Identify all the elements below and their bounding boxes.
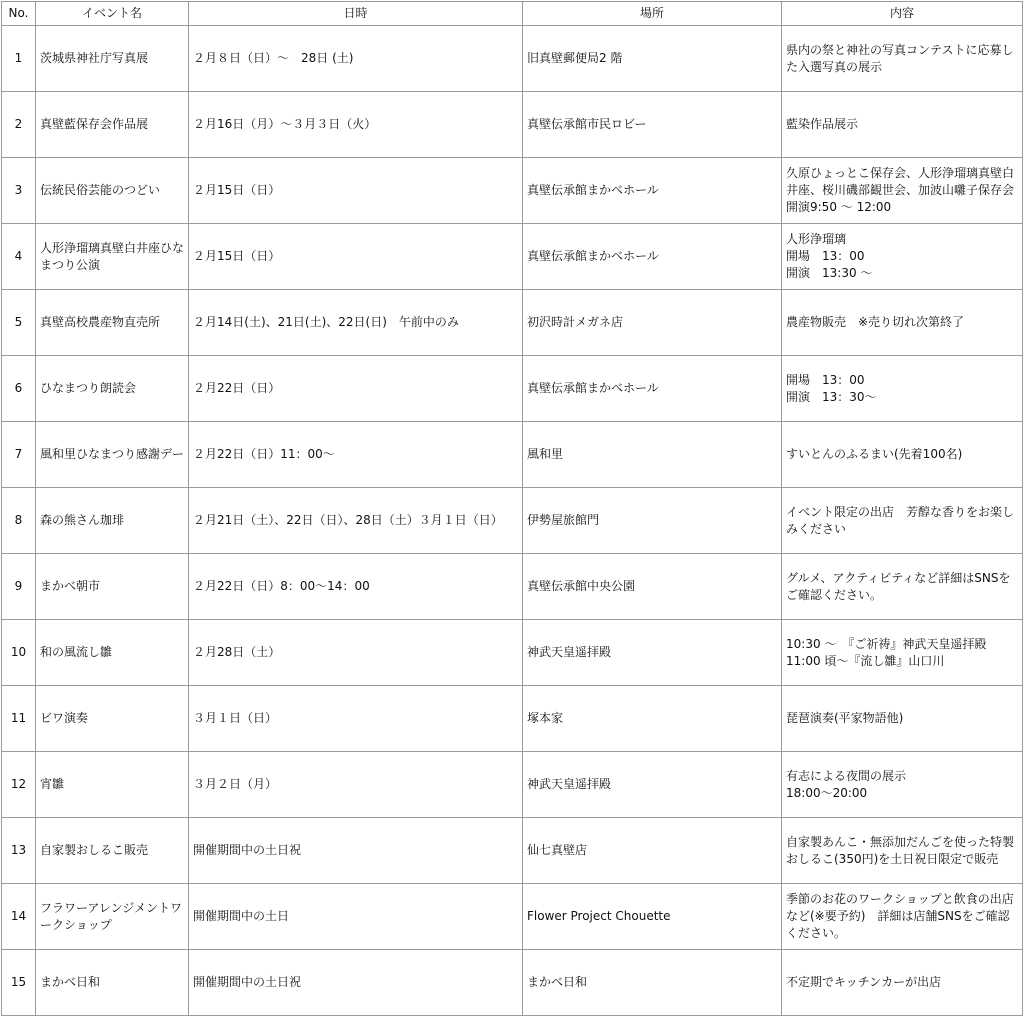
event-date-cell: ２月28日（土） (189, 620, 523, 686)
event-description-cell: 自家製あんこ・無添加だんごを使った特製おしるこ(350円)を土日祝日限定で販売 (782, 818, 1023, 884)
event-name-cell: ビワ演奏 (36, 686, 189, 752)
event-description-cell: イベント限定の出店 芳醇な香りをお楽しみください (782, 488, 1023, 554)
row-number: 4 (2, 224, 36, 290)
table-row (2, 620, 1023, 686)
event-description-cell: グルメ、アクティビティなど詳細はSNSをご確認ください。 (782, 554, 1023, 620)
event-place-cell: 真壁伝承館まかべホール (523, 158, 782, 224)
table-row (2, 92, 1023, 158)
event-name-cell: 宵雛 (36, 752, 189, 818)
event-date-cell: ２月22日（日）8：00～14：00 (189, 554, 523, 620)
table-row (2, 752, 1023, 818)
event-place-cell: 神武天皇遥拝殿 (523, 620, 782, 686)
row-number: 14 (2, 884, 36, 950)
event-name-cell: 真壁高校農産物直売所 (36, 290, 189, 356)
event-date-cell: ２月14日(土)、21日(土)、22日(日) 午前中のみ (189, 290, 523, 356)
event-name-cell: 真壁藍保存会作品展 (36, 92, 189, 158)
event-name-cell: 森の熊さん珈琲 (36, 488, 189, 554)
table-body (2, 26, 1023, 1016)
event-name-cell: 伝統民俗芸能のつどい (36, 158, 189, 224)
header-event-name: イベント名 (36, 2, 189, 26)
event-description-cell: 県内の祭と神社の写真コンテストに応募した入選写真の展示 (782, 26, 1023, 92)
row-number: 8 (2, 488, 36, 554)
event-date-cell: ２月15日（日） (189, 158, 523, 224)
event-description-cell: すいとんのふるまい(先着100名) (782, 422, 1023, 488)
event-date-cell: ２月22日（日） (189, 356, 523, 422)
event-date-cell: ３月２日（月） (189, 752, 523, 818)
table-row (2, 26, 1023, 92)
event-name-cell: 風和里ひなまつり感謝デー (36, 422, 189, 488)
event-description-cell: 開場 13：00 開演 13：30～ (782, 356, 1023, 422)
event-name-cell: ひなまつり朗読会 (36, 356, 189, 422)
event-description-cell: 不定期でキッチンカーが出店 (782, 950, 1023, 1016)
header-row (2, 2, 1023, 26)
event-date-cell: ２月15日（日） (189, 224, 523, 290)
event-place-cell: 旧真壁郵便局2 階 (523, 26, 782, 92)
row-number: 9 (2, 554, 36, 620)
table-row (2, 356, 1023, 422)
event-name-cell: 和の風流し雛 (36, 620, 189, 686)
row-number: 6 (2, 356, 36, 422)
event-place-cell: 真壁伝承館まかべホール (523, 356, 782, 422)
event-place-cell: まかべ日和 (523, 950, 782, 1016)
table-row (2, 158, 1023, 224)
table-row (2, 290, 1023, 356)
header-date: 日時 (189, 2, 523, 26)
event-description-cell: 久原ひょっとこ保存会、人形浄瑠璃真壁白井座、桜川磯部観世会、加波山囃子保存会開演9:50 ～ 12:00 (782, 158, 1023, 224)
row-number: 10 (2, 620, 36, 686)
row-number: 2 (2, 92, 36, 158)
table-row (2, 884, 1023, 950)
event-name-cell: まかべ朝市 (36, 554, 189, 620)
event-date-cell: ２月16日（月）～３月３日（火） (189, 92, 523, 158)
table-row (2, 422, 1023, 488)
event-name-cell: まかべ日和 (36, 950, 189, 1016)
row-number: 13 (2, 818, 36, 884)
event-place-cell: 初沢時計メガネ店 (523, 290, 782, 356)
event-place-cell: 真壁伝承館市民ロビー (523, 92, 782, 158)
event-date-cell: 開催期間中の土日祝 (189, 818, 523, 884)
event-place-cell: 真壁伝承館中央公園 (523, 554, 782, 620)
event-date-cell: ２月21日（土）、22日（日）、28日（土）３月１日（日） (189, 488, 523, 554)
table-row (2, 554, 1023, 620)
event-place-cell: 真壁伝承館まかべホール (523, 224, 782, 290)
event-date-cell: ２月８日（日）～ 28日 (土) (189, 26, 523, 92)
event-name-cell: 茨城県神社庁写真展 (36, 26, 189, 92)
event-place-cell: 塚本家 (523, 686, 782, 752)
table-row (2, 950, 1023, 1016)
event-place-cell: 神武天皇遥拝殿 (523, 752, 782, 818)
event-date-cell: ３月１日（日） (189, 686, 523, 752)
event-place-cell: 仙七真壁店 (523, 818, 782, 884)
row-number: 1 (2, 26, 36, 92)
table-row (2, 224, 1023, 290)
row-number: 7 (2, 422, 36, 488)
header-description: 内容 (782, 2, 1023, 26)
row-number: 3 (2, 158, 36, 224)
row-number: 5 (2, 290, 36, 356)
header-place: 場所 (523, 2, 782, 26)
event-description-cell: 琵琶演奏(平家物語他) (782, 686, 1023, 752)
event-schedule-table (1, 1, 1023, 1016)
event-date-cell: ２月22日（日）11：00～ (189, 422, 523, 488)
event-date-cell: 開催期間中の土日 (189, 884, 523, 950)
event-description-cell: 10:30 ～ 『ご祈祷』神武天皇遥拝殿 11:00 頃～『流し雛』山口川 (782, 620, 1023, 686)
event-description-cell: 農産物販売 ※売り切れ次第終了 (782, 290, 1023, 356)
row-number: 12 (2, 752, 36, 818)
table-row (2, 488, 1023, 554)
event-name-cell: フラワーアレンジメントワークショップ (36, 884, 189, 950)
event-place-cell: 伊勢屋旅館門 (523, 488, 782, 554)
event-description-cell: 季節のお花のワークショップと飲食の出店など(※要予約) 詳細は店舗SNSをご確認ください。 (782, 884, 1023, 950)
event-description-cell: 藍染作品展示 (782, 92, 1023, 158)
table-row (2, 818, 1023, 884)
event-name-cell: 自家製おしるこ販売 (36, 818, 189, 884)
row-number: 15 (2, 950, 36, 1016)
table-row (2, 686, 1023, 752)
header-no: No. (2, 2, 36, 26)
row-number: 11 (2, 686, 36, 752)
event-place-cell: Flower Project Chouette (523, 884, 782, 950)
event-name-cell: 人形浄瑠璃真壁白井座ひなまつり公演 (36, 224, 189, 290)
event-description-cell: 有志による夜間の展示 18:00～20:00 (782, 752, 1023, 818)
event-date-cell: 開催期間中の土日祝 (189, 950, 523, 1016)
event-description-cell: 人形浄瑠璃 開場 13：00 開演 13:30 ～ (782, 224, 1023, 290)
event-place-cell: 風和里 (523, 422, 782, 488)
